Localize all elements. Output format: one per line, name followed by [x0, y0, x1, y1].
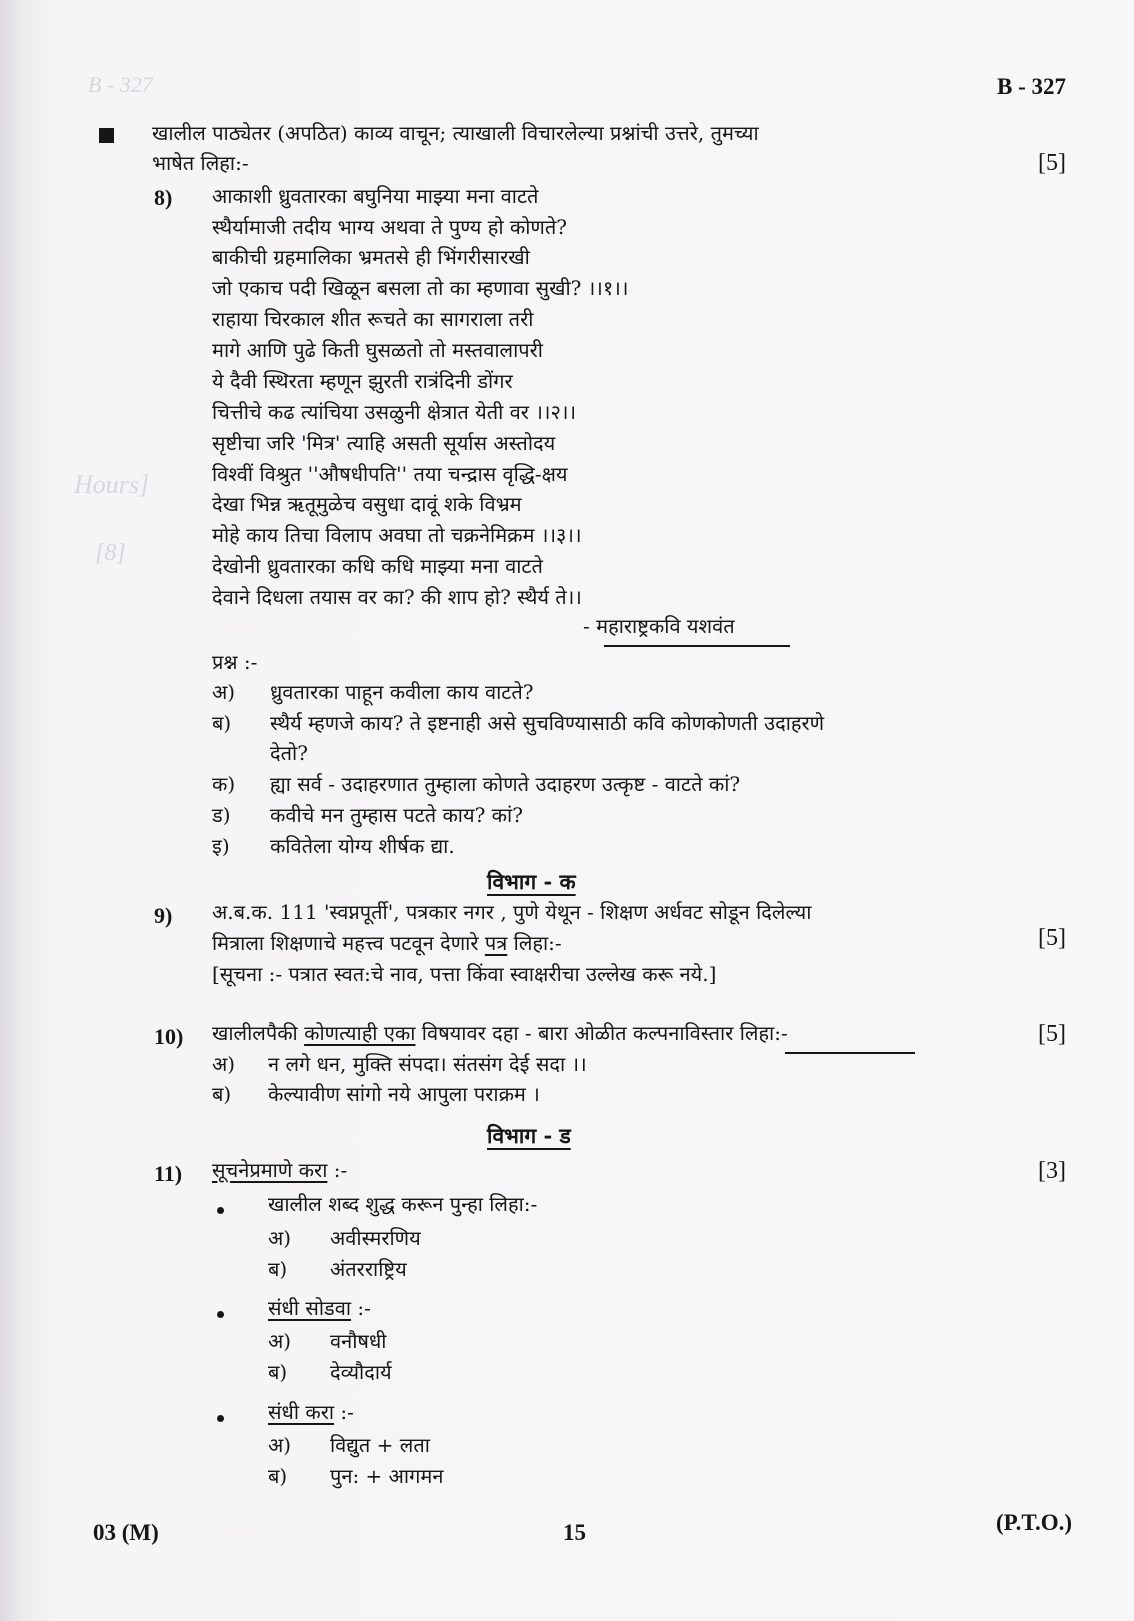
questions-heading: प्रश्न :-	[212, 650, 258, 674]
poem-line: सृष्टीचा जरि 'मित्र' त्याहि असती सूर्यास अस्तोदय	[212, 431, 556, 455]
part-heading: संधी सोडवा :-	[268, 1296, 371, 1320]
question-text: ह्या सर्व - उदाहरणात तुम्हाला कोणते उदाहरण उत्कृष्ट - वाटते कां?	[270, 772, 741, 796]
bullet-icon	[217, 1207, 224, 1214]
question-text: स्थैर्य म्हणजे काय? ते इष्टनाही असे सुचविण्यासाठी कवि कोणकोणती उदाहरणे	[270, 711, 825, 735]
q9-line-1: अ.ब.क. 111 'स्वप्नपूर्ती', पत्रकार नगर , पुणे येथून - शिक्षण अर्धवट सोडून दिलेल्या	[212, 900, 812, 924]
item-label: ब)	[268, 1464, 288, 1488]
item-label: अ)	[268, 1433, 292, 1457]
item-text: वनौषधी	[330, 1329, 387, 1353]
poem-line: मागे आणि पुढे किती घुसळतो तो मस्तवालापरी	[212, 338, 543, 362]
option-text: केल्यावीण सांगो नये आपुला पराक्रम ।	[268, 1082, 540, 1106]
poem-line: देखोनी ध्रुवतारका कधि कधि माझ्या मना वाटते	[212, 554, 543, 578]
q10-instruction: खालीलपैकी कोणत्याही एका विषयावर दहा - बारा ओळीत कल्पनाविस्तार लिहा:-	[212, 1021, 788, 1045]
q9-line-2: मित्राला शिक्षणाचे महत्त्व पटवून देणारे पत्र लिहा:-	[212, 931, 562, 955]
question-number-10: 10)	[154, 1024, 184, 1049]
question-label: अ)	[212, 680, 236, 704]
bullet-icon	[217, 1415, 224, 1422]
question-number-11: 11)	[154, 1161, 183, 1186]
poem-line: देखा भिन्न ऋतूमुळेच वसुधा दावूं शके विभ्रम	[212, 492, 522, 516]
author-underline	[604, 645, 790, 647]
option-text: न लगे धन, मुक्ति संपदा। संतसंग देई सदा ।।	[268, 1052, 587, 1076]
page-number: 15	[563, 1520, 586, 1545]
item-label: ब)	[268, 1360, 288, 1384]
poem-line: मोहे काय तिचा विलाप अवघा तो चक्रनेमिक्रम ।।३।।	[212, 523, 582, 547]
section-heading-d: विभाग - ड	[487, 1123, 571, 1148]
option-label: अ)	[212, 1052, 236, 1076]
footer-set-code: 03 (M)	[93, 1520, 159, 1545]
item-text: अंतरराष्ट्रिय	[330, 1257, 407, 1281]
option-label: ब)	[212, 1082, 232, 1106]
question-number-8: 8)	[154, 185, 173, 210]
kalpanavistar-underline	[785, 1052, 915, 1054]
question-text: कवीचे मन तुम्हास पटते काय? कां?	[270, 803, 523, 827]
poem-line: स्थैर्यामाजी तदीय भाग्य अथवा ते पुण्य हो कोणते?	[212, 215, 568, 239]
item-text: देव्यौदार्य	[330, 1360, 392, 1384]
item-label: ब)	[268, 1257, 288, 1281]
pto-label: (P.T.O.)	[995, 1510, 1072, 1535]
poem-line: जो एकाच पदी खिळून बसला तो का म्हणावा सुखी? ।।१।।	[212, 276, 629, 300]
item-text: पुन: + आगमन	[330, 1464, 444, 1488]
instruction-line-2: भाषेत लिहा:-	[152, 151, 249, 175]
marks-q11: [3]	[1038, 1158, 1066, 1184]
poem-line: राहाया चिरकाल शीत रूचते का सागराला तरी	[212, 307, 534, 331]
question-text: कवितेला योग्य शीर्षक द्या.	[270, 834, 455, 858]
q9-note: [सूचना :- पत्रात स्वत:चे नाव, पत्ता किंवा स्वाक्षरीचा उल्लेख करू नये.]	[212, 962, 717, 986]
q11-title: सूचनेप्रमाणे करा :-	[212, 1158, 348, 1182]
poem-author: - महाराष्ट्रकवि यशवंत	[583, 614, 735, 638]
bleed-through-mark: Hours]	[74, 470, 150, 499]
marks-q10: [5]	[1038, 1021, 1066, 1047]
poem-line: विश्वीं विश्रुत ''औषधीपति'' तया चन्द्रास वृद्धि-क्षय	[212, 462, 568, 486]
paper-code: B - 327	[997, 74, 1066, 99]
bullet-icon	[217, 1311, 224, 1318]
question-label: इ)	[212, 834, 230, 858]
instruction-line-1: खालील पाठ्येतर (अपठित) काव्य वाचून; त्याखाली विचारलेल्या प्रश्नांची उत्तरे, तुमच्या	[152, 121, 759, 145]
poem-line: आकाशी ध्रुवतारका बघुनिया माझ्या मना वाटते	[212, 184, 539, 208]
poem-line: ये दैवी स्थिरता म्हणून झुरती रात्रंदिनी डोंगर	[212, 369, 513, 393]
question-text-continued: देतो?	[270, 741, 308, 765]
item-text: विद्युत + लता	[330, 1433, 430, 1457]
item-text: अवीस्मरणिय	[330, 1226, 421, 1250]
question-label: ड)	[212, 803, 231, 827]
question-number-9: 9)	[154, 903, 173, 928]
bleed-through-mark: B - 327	[88, 72, 153, 97]
square-bullet-icon	[99, 128, 114, 143]
poem-line: चित्तीचे कढ त्यांचिया उसळुनी क्षेत्रात येती वर ।।२।।	[212, 400, 577, 424]
question-text: ध्रुवतारका पाहून कवीला काय वाटते?	[270, 680, 534, 704]
item-label: अ)	[268, 1329, 292, 1353]
question-label: ब)	[212, 711, 232, 735]
bleed-through-mark: [8]	[95, 540, 126, 566]
section-heading-k: विभाग - क	[487, 869, 576, 894]
part-heading: संधी करा :-	[268, 1400, 354, 1424]
question-label: क)	[212, 772, 236, 796]
marks-q8: [5]	[1038, 150, 1066, 176]
item-label: अ)	[268, 1226, 292, 1250]
poem-line: बाकीची ग्रहमालिका भ्रमतसे ही भिंगरीसारखी	[212, 245, 530, 269]
marks-q9: [5]	[1038, 925, 1066, 951]
poem-line: देवाने दिधला तयास वर का? की शाप हो? स्थैर्य ते।।	[212, 585, 582, 609]
part-heading: खालील शब्द शुद्ध करून पुन्हा लिहा:-	[268, 1192, 538, 1216]
